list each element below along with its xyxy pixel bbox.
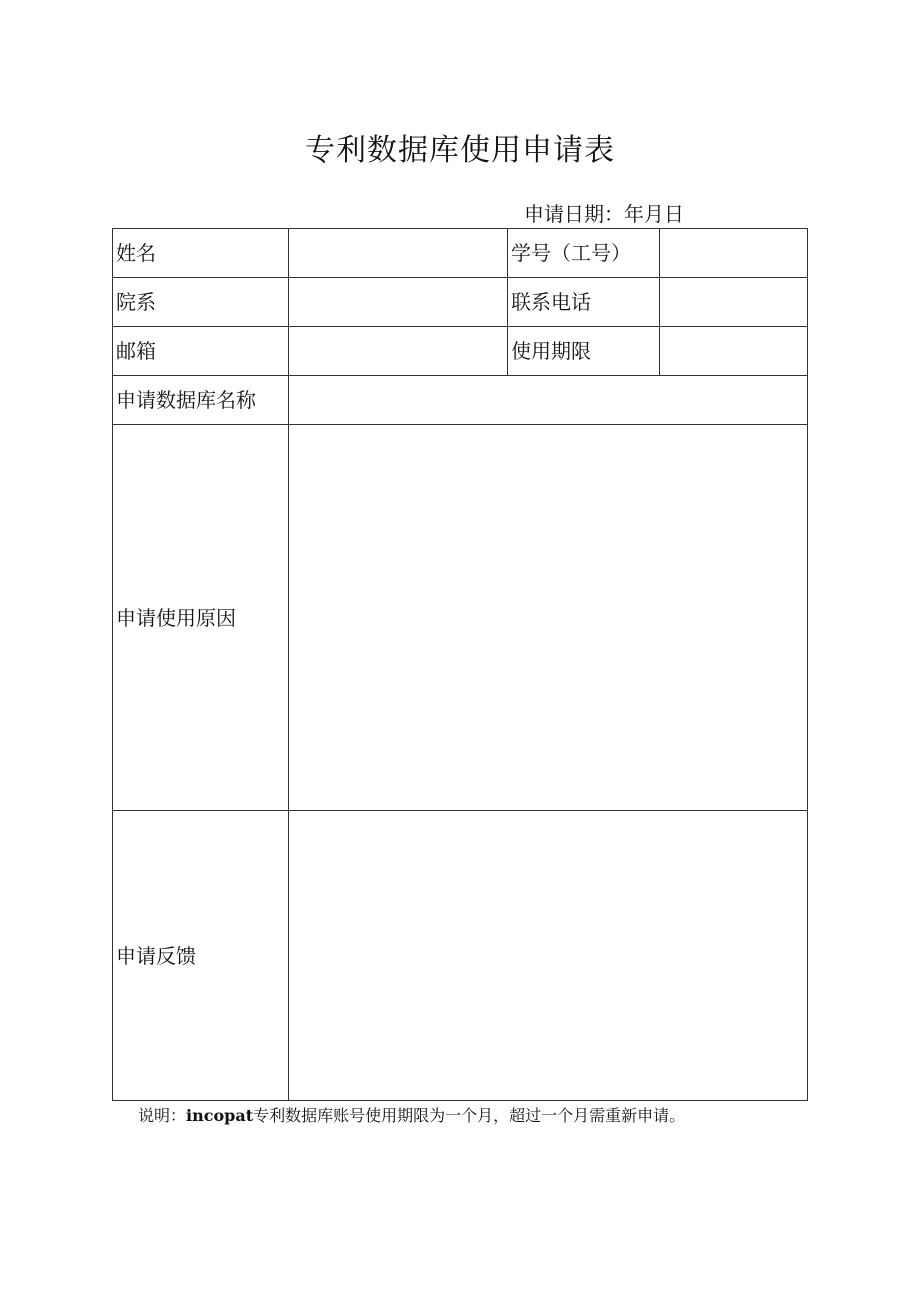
application-date: 申请日期：年月日 [524,202,684,226]
footnote-brand: incopat [186,1106,254,1125]
feedback-label: 申请反馈 [113,811,289,1101]
name-field[interactable] [289,229,508,278]
footnote [138,1105,685,1127]
department-label: 院系 [113,278,289,327]
table-row [113,376,808,425]
department-field[interactable] [289,278,508,327]
footnote-text: 专利数据库账号使用期限为一个月，超过一个月需重新申请。 [253,1106,686,1125]
form-title: 专利数据库使用申请表 [305,133,615,168]
table-row [113,278,808,327]
usage-reason-label: 申请使用原因 [113,425,289,811]
table-row [113,811,808,1101]
table-row [113,229,808,278]
footnote-prefix: 说明： [138,1106,187,1125]
student-id-field[interactable] [660,229,808,278]
feedback-field[interactable] [289,811,808,1101]
student-id-label: 学号（工号） [508,229,660,278]
usage-period-label: 使用期限 [508,327,660,376]
usage-period-field[interactable] [660,327,808,376]
name-label: 姓名 [113,229,289,278]
database-name-field[interactable] [289,376,808,425]
phone-label: 联系电话 [508,278,660,327]
application-form-table [112,228,808,1101]
table-row [113,425,808,811]
database-name-label: 申请数据库名称 [113,376,289,425]
table-row [113,327,808,376]
phone-field[interactable] [660,278,808,327]
email-label: 邮箱 [113,327,289,376]
email-field[interactable] [289,327,508,376]
usage-reason-field[interactable] [289,425,808,811]
